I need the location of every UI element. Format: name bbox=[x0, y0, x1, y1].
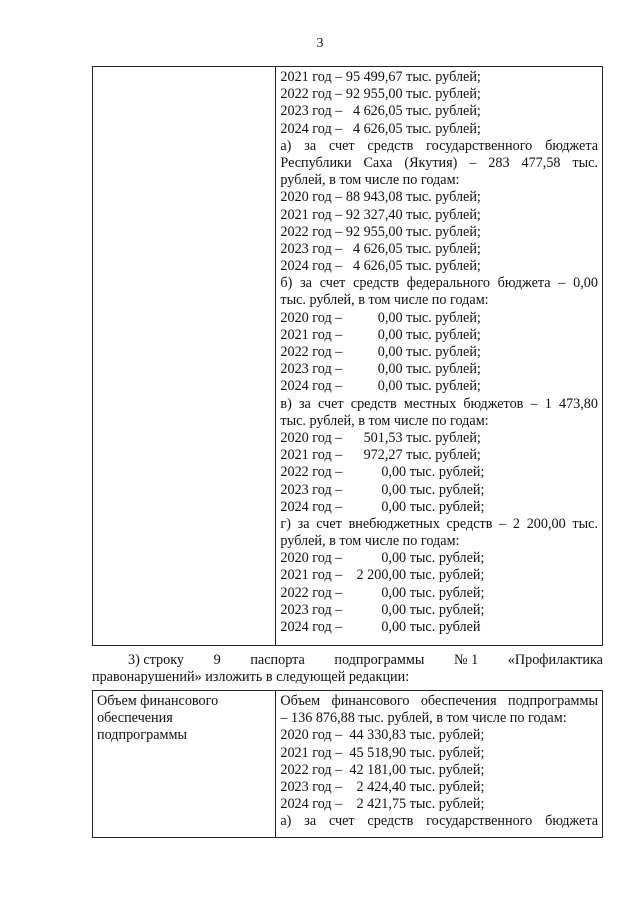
text-line: 2024 год – 0,00 тыс. рублей; bbox=[280, 378, 481, 395]
table-row bbox=[93, 691, 603, 838]
text-line: 2020 год – 44 330,83 тыс. рублей; bbox=[280, 727, 485, 744]
paragraph-word: 3) строку bbox=[128, 652, 185, 668]
text-line: г) за счет внебюджетных средств – 2 200,00 тыс. bbox=[280, 515, 598, 532]
text-line: рублей, в том числе по годам: bbox=[280, 533, 460, 550]
table-row bbox=[93, 67, 603, 646]
text-line: в) за счет средств местных бюджетов – 1 473,80 bbox=[280, 395, 598, 412]
text-line: 2021 год – 95 499,67 тыс. рублей; bbox=[280, 69, 481, 85]
text-line: 2021 год – 2 200,00 тыс. рублей; bbox=[280, 567, 485, 584]
text-line: 2022 год – 92 955,00 тыс. рублей; bbox=[280, 223, 481, 240]
text-line: 2023 год – 0,00 тыс. рублей; bbox=[280, 481, 485, 498]
paragraph-word: паспорта bbox=[250, 652, 305, 668]
text-line: 2020 год – 88 943,08 тыс. рублей; bbox=[280, 189, 481, 206]
table-cell-label bbox=[93, 691, 276, 838]
text-line: 2023 год – 0,00 тыс. рублей; bbox=[280, 361, 481, 378]
text-line: 2023 год – 4 626,05 тыс. рублей; bbox=[280, 103, 481, 120]
text-line: тыс. рублей, в том числе по годам: bbox=[280, 292, 489, 309]
page-number: 3 bbox=[316, 36, 324, 51]
text-line: 2024 год – 4 626,05 тыс. рублей; bbox=[280, 120, 481, 137]
paragraph-second-line: правонарушений» изложить в следующей редакции: bbox=[92, 669, 410, 686]
paragraph-word: № 1 bbox=[453, 652, 479, 668]
text-line: б) за счет средств федерального бюджета – 0,00 bbox=[280, 275, 598, 292]
paragraph-first-line bbox=[92, 652, 603, 669]
text-line: Объем финансового bbox=[97, 693, 219, 709]
text-line: – 136 876,88 тыс. рублей, в том числе по годам: bbox=[280, 710, 567, 727]
text-line: 2022 год – 0,00 тыс. рублей; bbox=[280, 584, 485, 601]
text-line: 2022 год – 42 181,00 тыс. рублей; bbox=[280, 761, 485, 778]
text-line: 2020 год – 0,00 тыс. рублей; bbox=[280, 309, 481, 326]
text-line: 2023 год – 2 424,40 тыс. рублей; bbox=[280, 778, 485, 795]
paragraph-word: подпрограммы bbox=[334, 652, 425, 668]
text-line: 2020 год – 0,00 тыс. рублей; bbox=[280, 550, 485, 567]
text-line: а) за счет средств государственного бюджета bbox=[280, 813, 598, 830]
text-line: 2021 год – 92 327,40 тыс. рублей; bbox=[280, 206, 481, 223]
text-line: 2022 год – 0,00 тыс. рублей; bbox=[280, 464, 485, 481]
text-line: подпрограммы bbox=[97, 727, 187, 744]
text-line: 2023 год – 0,00 тыс. рублей; bbox=[280, 601, 485, 618]
funding-table-continued bbox=[92, 66, 603, 646]
amendment-paragraph bbox=[92, 652, 603, 686]
text-line: 2022 год – 92 955,00 тыс. рублей; bbox=[280, 86, 481, 103]
text-line: 2021 год – 972,27 тыс. рублей; bbox=[280, 447, 481, 464]
text-line: 2020 год – 501,53 тыс. рублей; bbox=[280, 429, 481, 446]
text-line: а) за счет средств государственного бюджета bbox=[280, 137, 598, 154]
text-line: 2023 год – 4 626,05 тыс. рублей; bbox=[280, 240, 481, 257]
paragraph-word: 9 bbox=[213, 652, 221, 668]
text-line: Республики Саха (Якутия) – 283 477,58 тыс. bbox=[280, 154, 598, 171]
text-line: 2021 год – 0,00 тыс. рублей; bbox=[280, 326, 481, 343]
text-line: 2021 год – 45 518,90 тыс. рублей; bbox=[280, 744, 485, 761]
text-line: 2024 год – 0,00 тыс. рублей; bbox=[280, 498, 485, 515]
funding-table-new bbox=[92, 690, 603, 838]
text-line: рублей, в том числе по годам: bbox=[280, 172, 460, 189]
text-line: тыс. рублей, в том числе по годам: bbox=[280, 412, 489, 429]
text-line: 2024 год – 0,00 тыс. рублей bbox=[280, 619, 481, 635]
text-line: 2024 год – 4 626,05 тыс. рублей; bbox=[280, 258, 481, 275]
table-cell-funding-details bbox=[276, 691, 603, 838]
table-cell-funding-details bbox=[276, 67, 603, 646]
text-line: 2022 год – 0,00 тыс. рублей; bbox=[280, 344, 481, 360]
text-line: Объем финансового обеспечения подпрограммы bbox=[280, 693, 598, 709]
text-line: обеспечения bbox=[97, 710, 173, 727]
paragraph-word: «Профилактика bbox=[507, 652, 603, 668]
text-line: 2024 год – 2 421,75 тыс. рублей; bbox=[280, 796, 485, 813]
table-cell-left-empty bbox=[93, 67, 276, 646]
